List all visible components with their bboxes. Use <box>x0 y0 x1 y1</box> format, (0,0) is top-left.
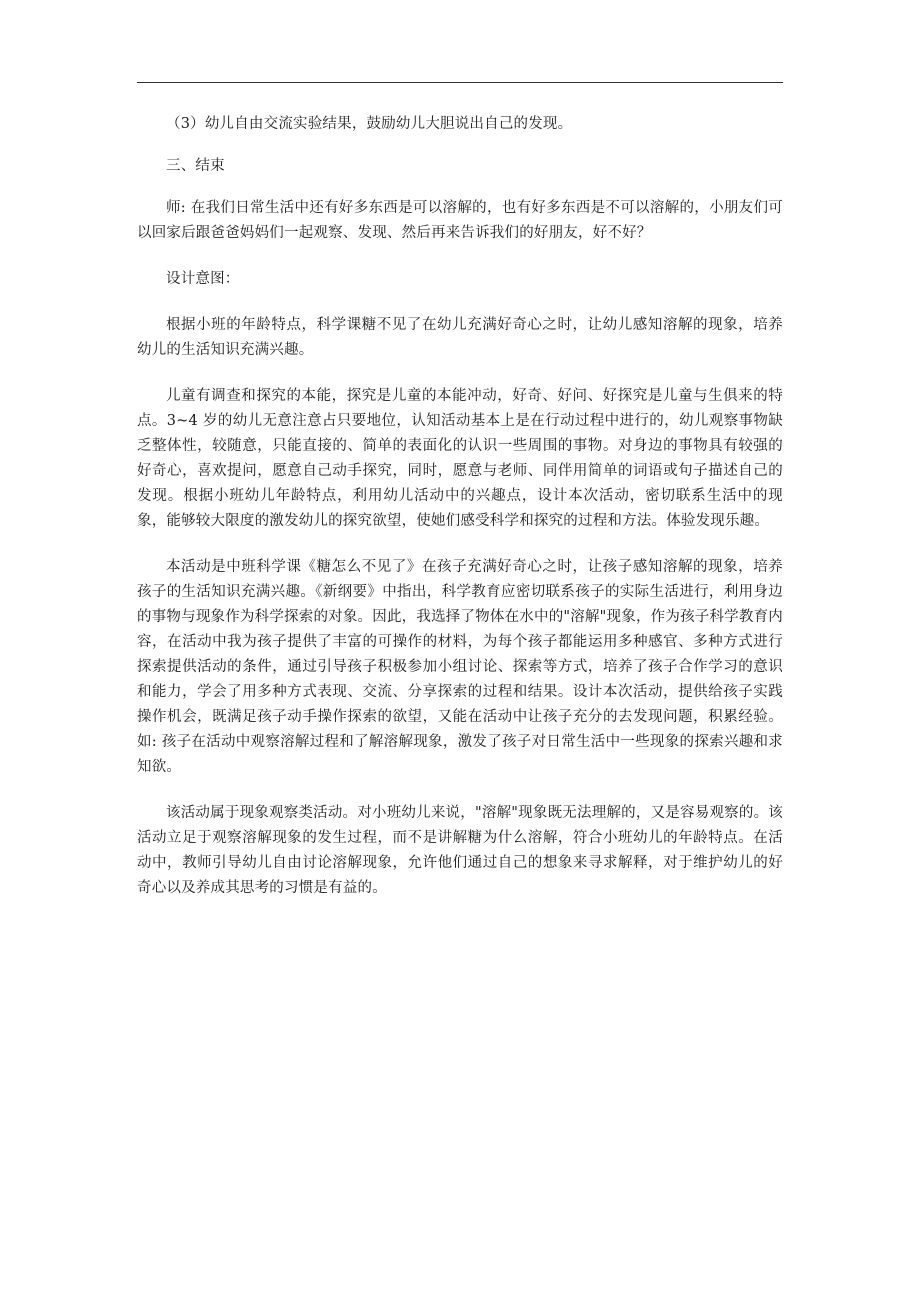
document-body <box>137 112 783 901</box>
section-heading-ending: 三、结束 <box>166 158 225 174</box>
section-heading-design-intent: 设计意图： <box>166 271 240 287</box>
paragraph-teacher-closing: 师: 在我们日常生活中还有好多东西是可以溶解的，也有好多东西是不可以溶解的，小朋友们可以回家后跟爸爸妈妈们一起观察、发现、然后再来告诉我们的好朋友，好不好？ <box>137 200 783 241</box>
paragraph-activity-description: 本活动是中班科学课《糖怎么不见了》在孩子充满好奇心之时，让孩子感知溶解的现象，培养孩子的生活知识充满兴趣。《新纲要》中指出，科学教育应密切联系孩子的实际生活进行，利用身边的事物与现象作为科学探索的对象。因此，我选择了物体在水中的"溶解"现象，作为孩子科学教育内容，在活动中我为孩子提供了丰富的可操作的材料，为每个孩子都能运用多种感官、多种方式进行探索提供活动的条件，通过引导孩子积极参加小组讨论、探索等方式，培养了孩子合作学习的意识和能力，学会了用多种方式表现、交流、分享探索的过程和结果。设计本次活动，提供给孩子实践操作机会，既满足孩子动手操作探索的欲望，又能在活动中让孩子充分的去发现问题，积累经验。如: 孩子在活动中观察溶解过程和了解溶解现象，激发了孩子对日常生活中一些现象的探索兴趣和求知欲。 <box>137 559 783 775</box>
header-rule <box>137 82 783 83</box>
paragraph-child-exploration: 儿童有调查和探究的本能，探究是儿童的本能冲动，好奇、好问、好探究是儿童与生俱来的特点。3~4 岁的幼儿无意注意占只要地位，认知活动基本上是在行动过程中进行的，幼儿观察事物缺乏整体性，较随意，只能直接的、简单的表面化的认识一些周围的事物。对身边的事物具有较强的好奇心，喜欢提问，愿意自己动手探究，同时，愿意与老师、同伴用简单的词语或句子描述自己的发现。根据小班幼儿年龄特点，利用幼儿活动中的兴趣点，设计本次活动，密切联系生活中的现象，能够较大限度的激发幼儿的探究欲望，使她们感受科学和探究的过程和方法。体验发现乐趣。 <box>137 388 783 529</box>
paragraph-design-intent-summary: 根据小班的年龄特点，科学课糖不见了在幼儿充满好奇心之时，让幼儿感知溶解的现象，培养幼儿的生活知识充满兴趣。 <box>137 317 783 358</box>
paragraph-activity-type: 该活动属于现象观察类活动。对小班幼儿来说，"溶解"现象既无法理解的，又是容易观察的。该活动立足于观察溶解现象的发生过程，而不是讲解糖为什么溶解，符合小班幼儿的年龄特点。在活动中，教师引导幼儿自由讨论溶解现象，允许他们通过自己的想象来寻求解释，对于维护幼儿的好奇心以及养成其思考的习惯是有益的。 <box>137 805 783 896</box>
paragraph-step-3: （3）幼儿自由交流实验结果，鼓励幼儿大胆说出自己的发现。 <box>166 116 573 132</box>
